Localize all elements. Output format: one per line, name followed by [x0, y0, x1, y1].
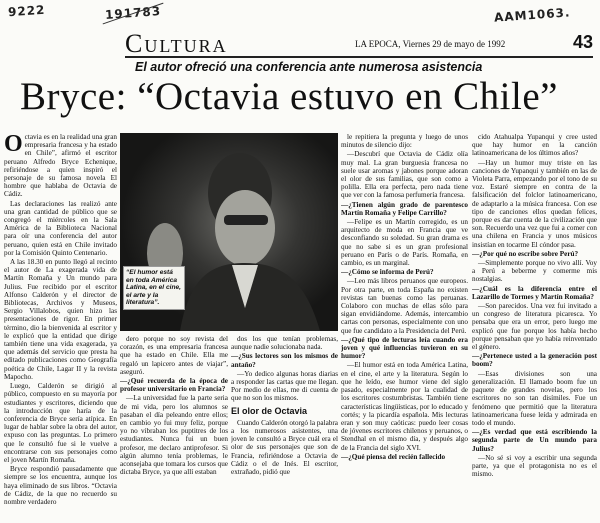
masthead-rule: [125, 56, 593, 58]
handwritten-archive-code: AAM1063.: [493, 5, 571, 25]
paragraph: A las 18.30 en punto llegó al recinto el autor de La exagerada vida de Martín Romaña y Un mundo para Julius. Fue recibido por el escritor Alfonso Calderón y el director de Bibliotecas, Archivos y Museos, Sergio Villalobos, quien hizo las presentaciones de rigor. En primer término, dio la bienvenida al escritor y le explicó que la entidad que dirige también tiene una vida exagerada, ya que además del servicio que presta ha editado publicaciones como Geografía poética de Chile, Lagar II y la revista Mapocho.: [4, 258, 117, 381]
paragraph: —El humor está en toda América Latina, en el cine, el arte y la literatura. Según lo que he leído, ese humor viene del siglo pasado, especialmente por la cualidad de los escritores costumbristas. También tiene características lingüísticas, por lo educado y cortés; y la picardía española. Mis lecturas eran y son muy caóticas: puedo leer cosas de jóvenes escritores chilenos y peruanos, o Stendhal en el mismo día, y después algo de la Francia del siglo XVI.: [341, 361, 468, 452]
paragraph: —¿Cuál es la diferencia entre el Lazarillo de Tormes y Martín Romaña?: [472, 284, 597, 301]
paragraph: ctavia es en la realidad una gran empresaria francesa y ha estado en Chile”, afirmó el escritor peruano Alfredo Bryce Echenique, refiriéndose a quien inspiró el personaje de su famosa novela El hombre que hablaba de Octavia de Cádiz.: [4, 133, 117, 199]
paragraph: —Descubrí que Octavia de Cádiz olía muy mal. La gran burguesía francesa no suele usar aromas y jabones porque adoran el olor de sus familias, que son como a polilla. Ella era perfecta, pero nada tiene que ver con la famosa perfumería francesa.: [341, 150, 468, 200]
section-title: Cultura: [125, 29, 228, 58]
paragraph: —¿Es verdad que está escribiendo la segunda parte de Un mundo para Julius?: [472, 428, 597, 453]
paragraph: —Esas divisiones son una generalización. El llamado boom fue un paquete de grandes novelas, pero los escritores no son tan disímiles. Fue un fenómeno que permitió que la literatura latinoamericana fuese leída y admirada en todo el mundo.: [472, 369, 597, 427]
paragraph: dos los que tenían problemas, aunque nadie solucionaba nada.: [231, 335, 338, 352]
paragraph: —¿Cómo se informa de Perú?: [341, 268, 434, 277]
paragraph: —Son parecidos. Una vez fui invitado a un congreso de literatura picaresca. Yo pensaba que era un error, pero luego me explicó que fue porque los había hecho porque pensaban que yo había reinventado el género.: [472, 302, 597, 352]
column-2-text: [120, 335, 228, 476]
paragraph: Las declaraciones las realizó ante una gran cantidad de público que se congregó el miércoles en la Sala América de la Biblioteca Nacional para oír una conferencia del autor peruano, quien está en Chile invitado por la Comisión Quinto Centenario.: [4, 199, 117, 257]
paragraph: —¿Qué recuerda de la época de profesor universitario en Francia?: [120, 377, 228, 394]
article-column-4: [341, 133, 468, 523]
paragraph: —¿Sus lectores son los mismos de antaño?: [231, 352, 338, 369]
column-1-text: [4, 133, 117, 506]
article-column-3: [231, 335, 338, 523]
subhead: El olor de Octavia: [231, 405, 308, 416]
headline: Bryce: “Octavia estuvo en Chile”: [20, 75, 558, 118]
paragraph: cido Atahualpa Yupanqui y cree usted que hay humor en la canción latinoamericana de los últimos años?: [472, 133, 597, 158]
kicker: El autor ofreció una conferencia ante numerosa asistencia: [135, 60, 483, 74]
paragraph: —Simplemente porque no vivo allí. Voy a Perú a beberme y comerme mis nostalgias.: [472, 259, 597, 284]
handwritten-crossed-number: 191783: [104, 4, 162, 22]
paragraph: Luego, Calderón se dirigió al público, compuesto en su mayoría por estudiantes y escritores, diciendo que la introducción que haría de la conferencia de Bryce sería atípica. En lugar de hablar sobre la obra del autor, expuso con las preguntas. Lo primero que le consultó fue si le vuelve a encontrarse con sus personajes como el joven Martín Romaña.: [4, 382, 117, 464]
column-3-text: [231, 335, 338, 403]
masthead: [125, 29, 593, 58]
article-column-5: [472, 133, 597, 523]
dateline: LA EPOCA, Viernes 29 de mayo de 1992: [355, 39, 506, 49]
paragraph: dero porque no soy revista del corazón, es una empresaria francesa que ha estado en Chile. Ella me regaló un lapicero antes de viajar”, aseguró.: [120, 335, 228, 376]
paragraph: —¿Qué tipo de lecturas leía cuando era joven y qué influencias tuvieron en su humor?: [341, 335, 468, 361]
paragraph: Bryce respondió pausadamente que siempre se los encuentra, aunque los haya eliminado de sus libros. “Octavia de Cádiz, de la que no recuerdo su nombre verdadero: [4, 465, 117, 506]
paragraph: —No sé si voy a escribir una segunda parte, ya que el protagonista no es el mismo.: [472, 453, 597, 479]
drop-cap: O: [4, 133, 23, 157]
paragraph: le repitiera la pregunta y luego de unos minutos de silencio dijo:: [341, 133, 468, 150]
article-column-1: [4, 133, 117, 523]
paragraph: —¿Qué piensa del recién fallecido: [341, 452, 446, 461]
handwritten-number: 9222: [7, 2, 46, 20]
paragraph: —Leo más libros peruanos que europeos. Por otra parte, en toda España no existen revistas tan buenas como las peruanas. Colaboro con muchas de ellas sólo para sigan envidiándome. Además, intercambio cartas con personas, especialmente con uno que fue candidato a la Presidencia del Perú.: [341, 277, 468, 335]
column-4-text: [341, 133, 468, 461]
paragraph: —Felipe es un Martín corregido, es un arquitecto de moda en Francia que ve desconfiando su soledad. Su gran drama es que no sabe si es un gran profesional peruano en París o de París. Romaña, en cambio, es un marginal.: [341, 218, 468, 268]
paragraph: —¿Pertenece usted a la generación post boom?: [472, 352, 597, 369]
column-3-more-text: [231, 419, 338, 476]
paragraph: —¿Tienen algún grado de parentesco Martín Romaña y Felipe Carrillo?: [341, 200, 468, 217]
paragraph: Cuando Calderón otorgó la palabra a los numerosos asistentes, una joven le consultó a Bryce cuál era el olor de sus personajes que son de Francia, refiriéndose a Octavia de Cádiz o el de Inés. El escritor, extrañado, pidió que: [231, 418, 338, 477]
page-number: 43: [572, 32, 593, 52]
paragraph: —La universidad fue la parte seria de mi vida, pero los alumnos se pasaban el día peleando entre ellos; en cambio yo fui muy feliz, porque yo no vibraban los puptitres de los estudiantes. Nunca fui un buen profesor, me declaro antiprofesor. Si algún alumno tenía problemas, le aconsejaba que tomara los cursos que dictaba Bryce, ya que allí estaban: [120, 394, 228, 477]
paragraph: —¿Por qué no escribe sobre Perú?: [472, 249, 579, 258]
article-column-2: [120, 335, 228, 523]
paragraph: —Hay un humor muy triste en las canciones de Yupanqui y también en las de Violeta Parra, empezando por el tono de su voz. Estaré siempre en contra de la falsificación del folclor latinoamericano, de adaptarlo a la música francesa. Con ese tipo de canciones ellos quedan felices, porque es dar cuenta de la civilización que son. Recuerdo una vez que fui a comer con una chilena en Francia y unos músicos insistían en tocarme El cóndor pasa.: [472, 158, 597, 249]
photo-caption: “El humor está en toda América Latina, en el cine, el arte y la literatura”.: [123, 266, 185, 310]
paragraph: —Yo dedico algunas horas diarias a responder las cartas que me llegan. Por medio de ellas, me di cuenta de que no son los mismos.: [231, 369, 338, 403]
column-5-text: [472, 133, 597, 478]
